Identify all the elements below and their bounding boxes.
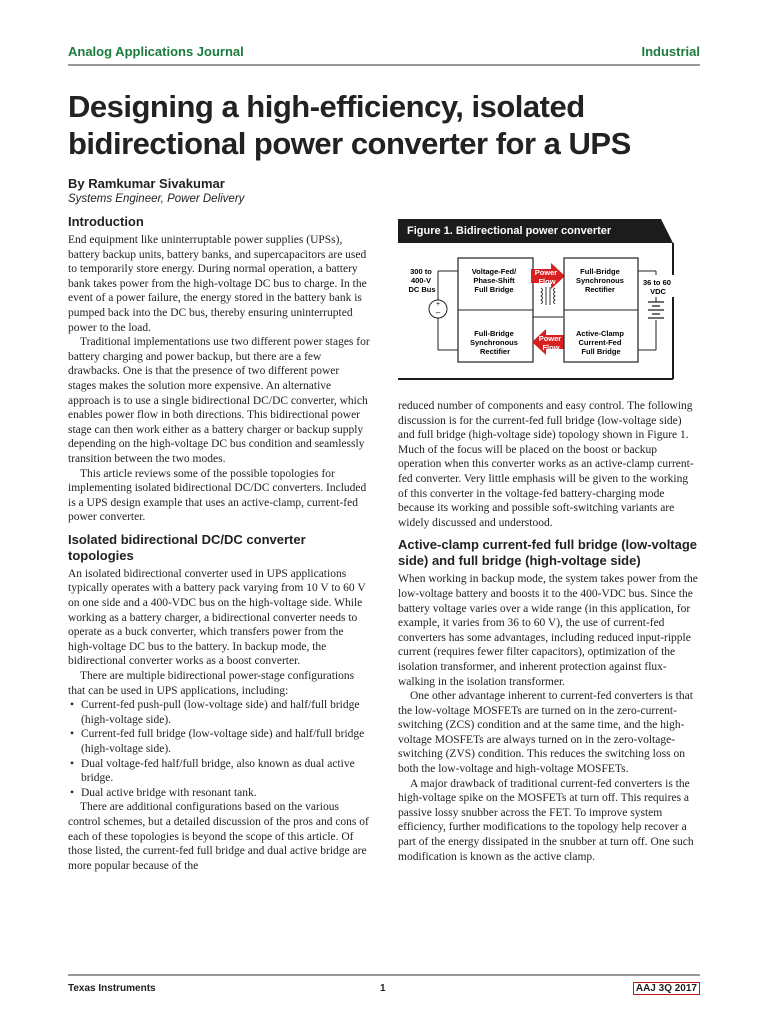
flow-label: Power: [534, 268, 558, 277]
right-column: [398, 399, 700, 864]
section-name: Industrial: [641, 44, 700, 59]
box-tl-line: Full Bridge: [474, 285, 514, 294]
heading-introduction: Introduction: [68, 214, 144, 229]
intro-paragraph-3: This article reviews some of the possible topologies for implementing isolated bidirectional DC/DC converters. Included is a UPS design example that uses an active-clamp, current-fed power converter.: [68, 467, 367, 524]
topology-list: [68, 698, 370, 800]
transformer-icon: [541, 287, 555, 305]
box-br-line: Full Bridge: [581, 347, 621, 356]
list-item: • Current-fed push-pull (low-voltage side) and half/full bridge (high-voltage side).: [68, 698, 370, 727]
author-byline: By Ramkumar Sivakumar: [68, 176, 225, 191]
journal-name: Analog Applications Journal: [68, 44, 244, 59]
list-item: • Dual voltage-fed half/full bridge, also known as dual active bridge.: [68, 757, 370, 786]
svg-text:300 to 400-V DC Bu: [408, 267, 435, 294]
list-item: • Current-fed full bridge (low-voltage side) and half/full bridge (high-voltage side).: [68, 727, 370, 756]
author-role: Systems Engineer, Power Delivery: [68, 193, 245, 205]
list-item: • Dual active bridge with resonant tank.: [68, 786, 370, 801]
heading-topologies: Isolated bidirectional DC/DC converter topologies: [68, 531, 306, 563]
box-tl-line: Voltage-Fed/: [471, 267, 517, 276]
box-tr-line: Full-Bridge: [580, 267, 620, 276]
figure-1: [398, 219, 698, 382]
box-tr-line: Rectifier: [584, 285, 615, 294]
topologies-paragraph-3: There are additional configurations based on the various control schemes, but a detailed discussion of the pros and cons of each of these topologies is beyond the scope of this article. Of those listed, the current-fed full bridge and dual active bridge are more popular because of the: [68, 801, 369, 872]
flow-label: Flow: [538, 277, 556, 286]
box-br-line: Current-Fed: [578, 338, 622, 347]
footer-rule: [68, 974, 700, 976]
plus-sign: +: [435, 301, 441, 308]
minus-sign: –: [435, 308, 441, 317]
right-label-line: 36 to 60: [642, 278, 671, 287]
topologies-paragraph-1: An isolated bidirectional converter used in UPS applications typically operates with a battery pack varying from 10 V to 60 V on one side and a 400-VDC bus on the high-voltage side. While working as a battery charger, a bidirectional converter needs to operate as a buck converter, which transfers power from the high-voltage DC bus to the battery. In backup mode, the bidirectional converter works as a boost converter.: [68, 567, 366, 668]
flow-label: Power: [538, 334, 562, 343]
box-bl-line: Synchronous: [469, 338, 518, 347]
box-bl-line: Full-Bridge: [474, 329, 514, 338]
right-paragraph-3: One other advantage inherent to current-fed converters is that the low-voltage MOSFETs are turned on in the zero-current-switching (ZCS) condition and at the same time, and the high-voltage MOSFETs are always turned on in the zero-voltage-switching (ZVS) condition. This reduces the switching loss on both the low-voltage and high-voltage MOSFETs.: [398, 690, 693, 776]
box-tr-line: Synchronous: [575, 276, 624, 285]
intro-paragraph-1: End equipment like uninterruptable power supplies (UPSs), battery backup units, battery banks, and supercapacitors are used to temporarily store energy. During normal operation, a battery bank takes power from the high-voltage DC bus to charge. In the event of a power failure, the energy stored in the battery bank is pumped back into the DC bus, thereby ensuring uninterrupted power to the load.: [68, 234, 367, 334]
power-flow-arrow-right: [531, 263, 565, 289]
page-number: 1: [380, 983, 386, 994]
battery-icon: [648, 302, 664, 318]
box-br-line: Active-Clamp: [575, 329, 624, 338]
box-tl-line: Phase-Shift: [473, 276, 515, 285]
left-label-line: 400-V: [410, 276, 431, 285]
intro-paragraph-2: Traditional implementations use two different power stages for battery charging and power backup, but there are a few drawbacks. One is that the presence of two different power stages makes the solution more expensive. An alternative approach is to use a single bidirectional DC/DC converter, which enables power flow in both directions. This bidirectional power stage can then work either as a battery charger or backup supply depending on the high-voltage DC bus condition and seamlessly transition between the two modes.: [68, 336, 370, 465]
article-title: Designing a high-efficiency, isolated bidirectional power converter for a UPS: [68, 89, 631, 161]
left-label-line: 300 to: [410, 267, 432, 276]
issue-badge: AAJ 3Q 2017: [633, 982, 700, 995]
converter-diagram: [398, 219, 698, 382]
header-rule: [68, 64, 700, 66]
right-paragraph-4: A major drawback of traditional current-fed converters is the high-voltage spike on the MOSFETs at turn off. This requires a passive lossy snubber across the FET. To improve system efficiency, further modifications to the topology help recover a part of the energy dissipated in the snubber at turn off. One such modification is known as the active clamp.: [398, 777, 694, 863]
figure-caption: Figure 1. Bidirectional power converter: [398, 219, 661, 243]
footer-company: Texas Instruments: [68, 983, 156, 994]
left-label-line: DC Bus: [408, 285, 436, 294]
flow-label: Flow: [542, 343, 560, 352]
right-paragraph-1: reduced number of components and easy control. The following discussion is for the current-fed full bridge (low-voltage side) and full bridge (high-voltage side) topology shown in Figure 1. Much of the focus will be placed on the boost or backup operation when this converter works as an active-clamp current-fed converter. Very little emphasis will be given to the working of this converter in the voltage-fed battery-charging mode because its working and possible soft-switching variants are widely discussed and understood.: [398, 400, 694, 529]
heading-active-clamp: Active-clamp current-fed full bridge (low-voltage side) and full bridge (high-voltage side): [398, 537, 698, 569]
power-flow-arrow-left: [532, 329, 566, 355]
topologies-paragraph-2: There are multiple bidirectional power-stage configurations that can be used in UPS applications, including:: [68, 670, 355, 697]
right-paragraph-2: When working in backup mode, the system takes power from the low-voltage battery and boosts it to the 400-VDC bus. Since the battery voltage varies over a wide range (in this application, for example, it varies from 36 to 60 V), the use of current-fed converters has some advantages, including reduced input-ripple current (requires fewer filter capacitors), optimization of the isolation transformer, and inherent protection against flux-walking in the isolation transformer.: [398, 573, 698, 688]
caption-tab-corner: [661, 219, 673, 243]
right-label-line: VDC: [650, 287, 666, 296]
left-column: [68, 214, 370, 873]
box-bl-line: Rectifier: [479, 347, 511, 356]
